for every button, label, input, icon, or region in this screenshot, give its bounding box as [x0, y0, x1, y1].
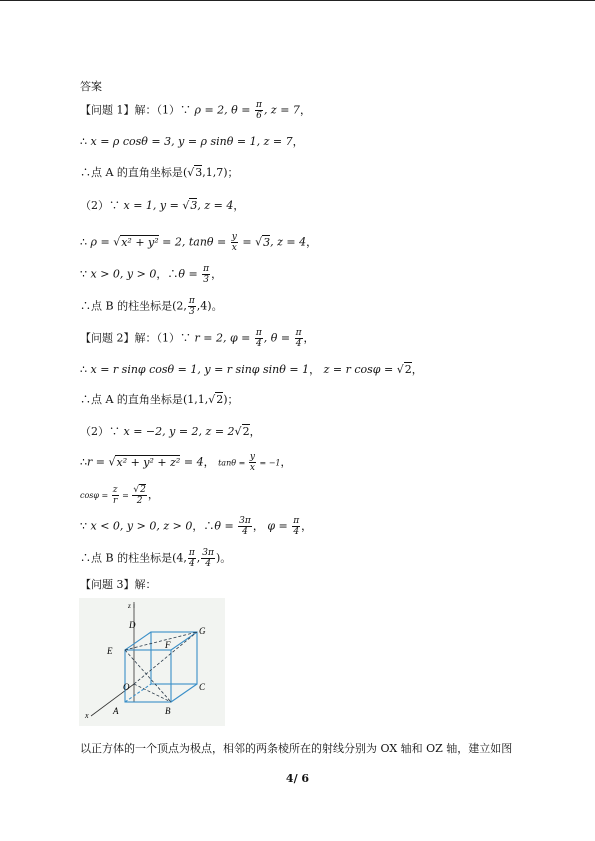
cube-edge	[125, 632, 151, 650]
answer-heading: 答案	[80, 80, 102, 93]
p1-line-6: ∵ x > 0, y > 0，∴θ = $\frac{\pi}{3}$ ，	[80, 264, 223, 285]
label-x: x	[85, 711, 89, 720]
label-c: C	[199, 682, 206, 692]
p2-line-5: ∴r = √x² + y² + z² = 4， tanθ = $\frac{y}{x}$ = −1，	[80, 452, 292, 473]
fraction: $\frac{y}{x}$	[249, 452, 255, 473]
diagonal-ob	[134, 684, 171, 702]
label-e: E	[107, 646, 113, 656]
fraction: $\frac{3\pi}{4}$	[239, 516, 251, 537]
fraction: $\frac{y}{x}$	[231, 232, 237, 253]
cube-diagram	[79, 598, 225, 726]
p1-line-2: ∴ x = ρ cosθ = 3, y = ρ sinθ = 1, z = 7，	[80, 135, 304, 148]
label-g: G	[199, 626, 206, 636]
fraction: $\frac{\pi}{4}$	[188, 548, 195, 569]
p3-line-1: 【问题 3】解：	[80, 578, 157, 591]
cube-back-face	[151, 632, 197, 684]
p1-line-7: ∴点 B 的柱坐标是(2, $\frac{\pi}{3}$ ,4)。	[80, 296, 223, 317]
fraction: $\frac{\pi}{4}$	[295, 328, 302, 349]
fraction: $\frac{\pi}{4}$	[255, 328, 262, 349]
label-a: A	[113, 706, 119, 716]
p2-line-8: ∴点 B 的柱坐标是(4, $\frac{\pi}{4}$ , $\frac{3\pi}{4}$ )。	[80, 548, 232, 569]
diagonal-eb	[125, 650, 171, 702]
label-z: z	[128, 602, 131, 610]
p1-label: 【问题 1】	[80, 103, 135, 117]
p1-line-1: 【问题 1】解：（1）∵ ρ = 2, θ = $\frac{\pi}{6}$ , z = 7，	[80, 100, 311, 121]
p1-line-3: ∴点 A 的直角坐标是(√3,1,7)；	[80, 166, 239, 179]
fraction: $\frac{\pi}{6}$	[256, 100, 262, 121]
fraction: $\frac{3\pi}{4}$	[202, 548, 214, 569]
fraction: $\frac{\pi}{4}$	[293, 516, 300, 537]
p2-line-3: ∴点 A 的直角坐标是(1,1,√2)；	[80, 393, 239, 406]
p1-line-4: （2）∵ x = 1, y = √3, z = 4，	[80, 199, 245, 212]
page-number: 4/ 6	[285, 772, 310, 785]
fraction: $\frac{√2}{2}$	[133, 485, 146, 506]
label-o: O	[123, 682, 130, 692]
p2-line-4: （2）∵ x = −2, y = 2, z = 2√2，	[80, 425, 261, 438]
cube-edge	[171, 684, 197, 702]
p2-line-7: ∵ x < 0, y > 0, z > 0，∴θ = $\frac{3\pi}{4}$ ， φ = $\frac{\pi}{4}$ ，	[80, 516, 313, 537]
p3-line-2: 以正方体的一个顶点为极点，相邻的两条棱所在的射线分别为 OX 轴和 OZ 轴，建立如图	[80, 742, 513, 755]
cube-figure	[79, 598, 225, 726]
label-f: F	[165, 640, 171, 650]
label-b: B	[165, 706, 171, 716]
label-d: D	[129, 620, 136, 630]
p2-line-1: 【问题 2】解：（1）∵ r = 2, φ = $\frac{\pi}{4}$ , θ = $\frac{\pi}{4}$ ，	[80, 328, 315, 349]
cube-edge	[171, 632, 197, 650]
p2-label: 【问题 2】	[80, 331, 135, 345]
p3-label: 【问题 3】	[80, 578, 135, 591]
p1-line-5: ∴ ρ = √x² + y² = 2, tanθ = $\frac{y}{x}$ = √3, z = 4，	[80, 232, 318, 253]
p2-line-2: ∴ x = r sinφ cosθ = 1, y = r sinφ sinθ = 1， z = r cosφ = √2，	[80, 363, 423, 376]
fraction: $\frac{\pi}{3}$	[188, 296, 195, 317]
top-border-line	[0, 0, 595, 1]
p2-line-6: cosφ = $\frac{z}{r}$ = $\frac{√2}{2}$ ，	[80, 484, 159, 506]
fraction: $\frac{\pi}{3}$	[203, 264, 210, 285]
fraction: $\frac{z}{r}$	[112, 484, 118, 506]
